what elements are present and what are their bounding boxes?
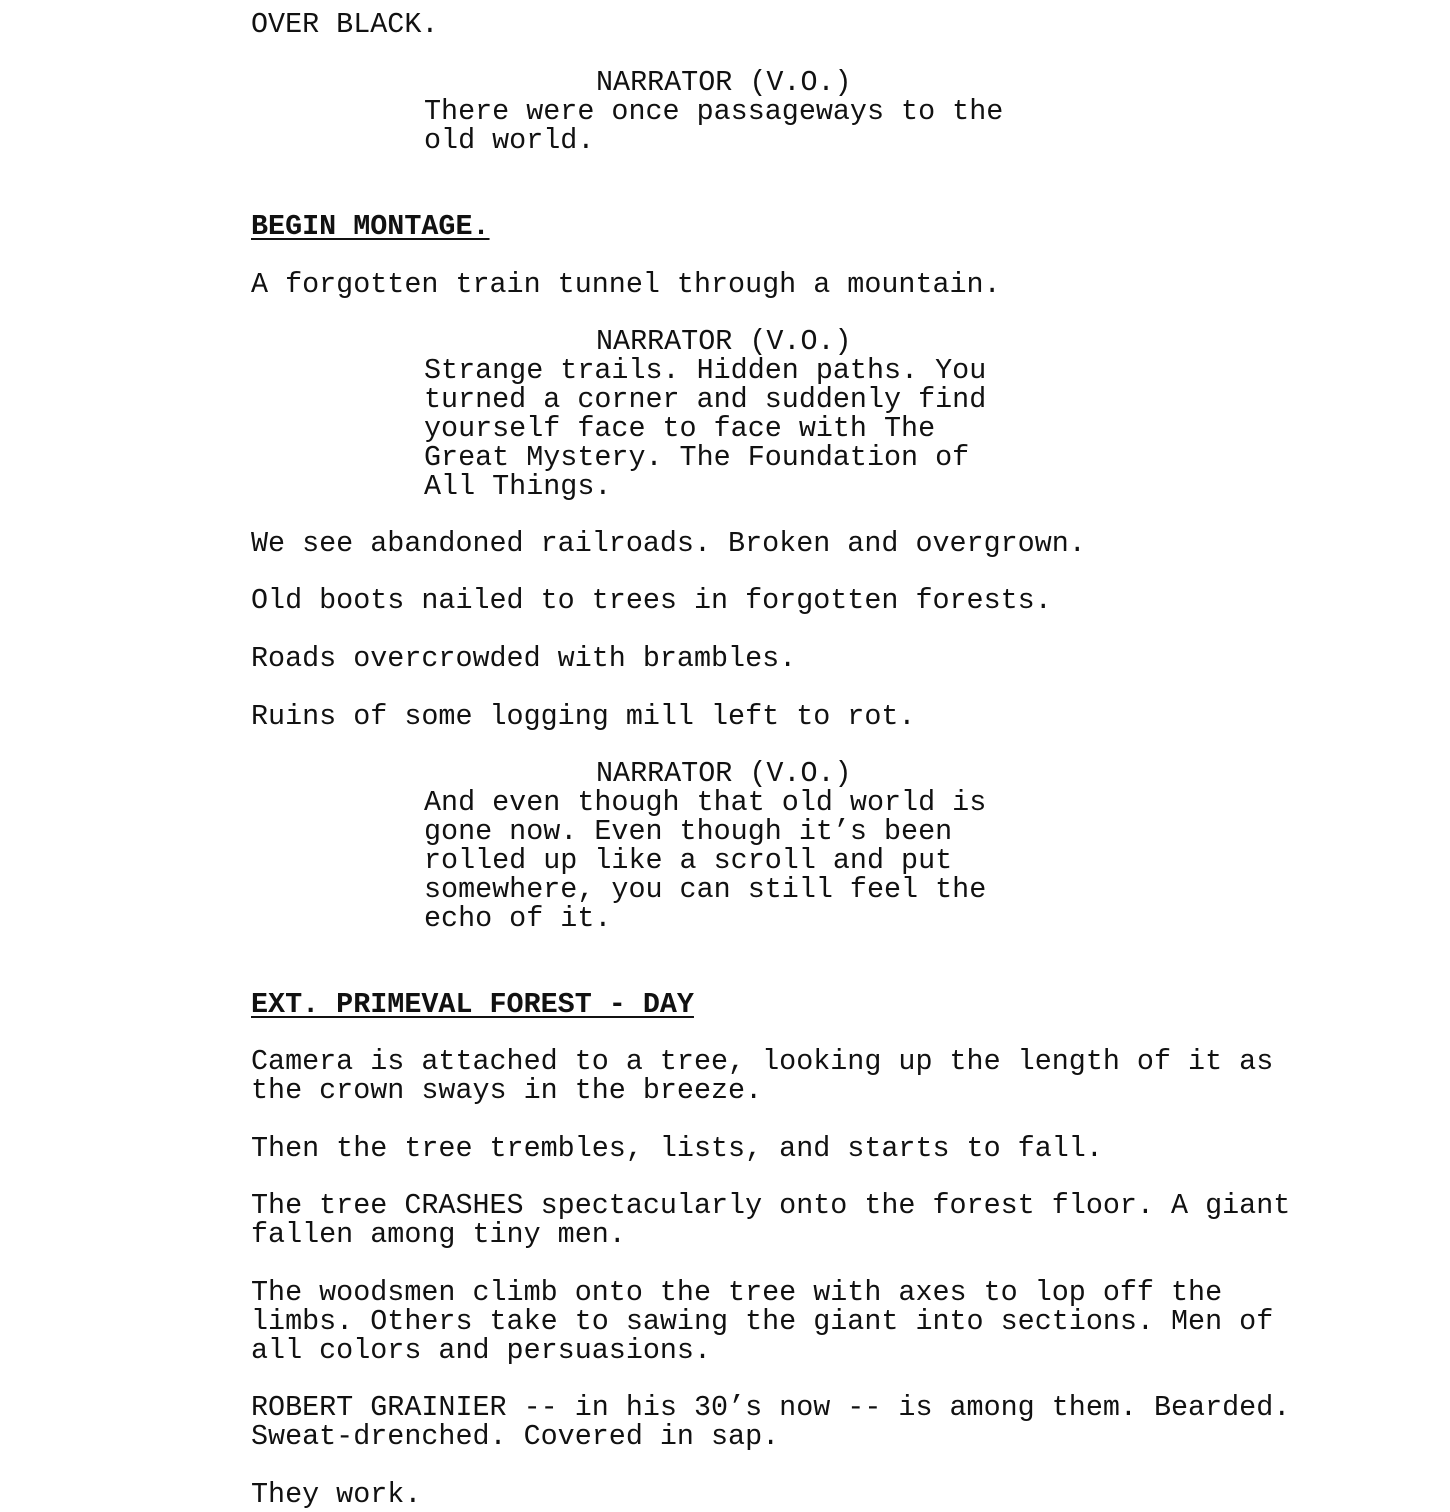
scene-heading: EXT. PRIMEVAL FOREST - DAY <box>251 988 694 1021</box>
action-paragraph: ROBERT GRAINIER -- in his 30’s now -- is among them. Bearded. Sweat-drenched. Covered in sap. <box>251 1391 1291 1453</box>
action-line: Old boots nailed to trees in forgotten forests. <box>251 584 1052 617</box>
action-paragraph: The tree CRASHES spectacularly onto the forest floor. A giant fallen among tiny men. <box>251 1189 1291 1251</box>
action-paragraph: Camera is attached to a tree, looking up the length of it as the crown sways in the breeze. <box>251 1045 1274 1107</box>
character-cue-narrator: NARRATOR (V.O.) <box>596 325 852 358</box>
transition-over-black: OVER BLACK. <box>251 8 439 41</box>
action-paragraph: They work. <box>251 1478 422 1511</box>
character-cue-narrator: NARRATOR (V.O.) <box>596 757 852 790</box>
action-line: Ruins of some logging mill left to rot. <box>251 700 916 733</box>
action-line: We see abandoned railroads. Broken and overgrown. <box>251 527 1086 560</box>
dialogue-narrator: Strange trails. Hidden paths. You turned a corner and suddenly find yourself face to face with The Great Mystery. The Foundation of All Things. <box>424 354 987 503</box>
dialogue-narrator: There were once passageways to the old world. <box>424 95 1004 157</box>
character-cue-narrator: NARRATOR (V.O.) <box>596 66 852 99</box>
montage-heading: BEGIN MONTAGE. <box>251 210 490 243</box>
action-paragraph: Then the tree trembles, lists, and starts to fall. <box>251 1132 1103 1165</box>
action-paragraph: The woodsmen climb onto the tree with axes to lop off the limbs. Others take to sawing the giant into sections. Men of all colors and persuasions. <box>251 1276 1274 1367</box>
action-line: Roads overcrowded with brambles. <box>251 642 797 675</box>
dialogue-narrator: And even though that old world is gone now. Even though it’s been rolled up like a scroll and put somewhere, you can still feel the echo of it. <box>424 786 987 935</box>
action-line: A forgotten train tunnel through a mountain. <box>251 268 1001 301</box>
